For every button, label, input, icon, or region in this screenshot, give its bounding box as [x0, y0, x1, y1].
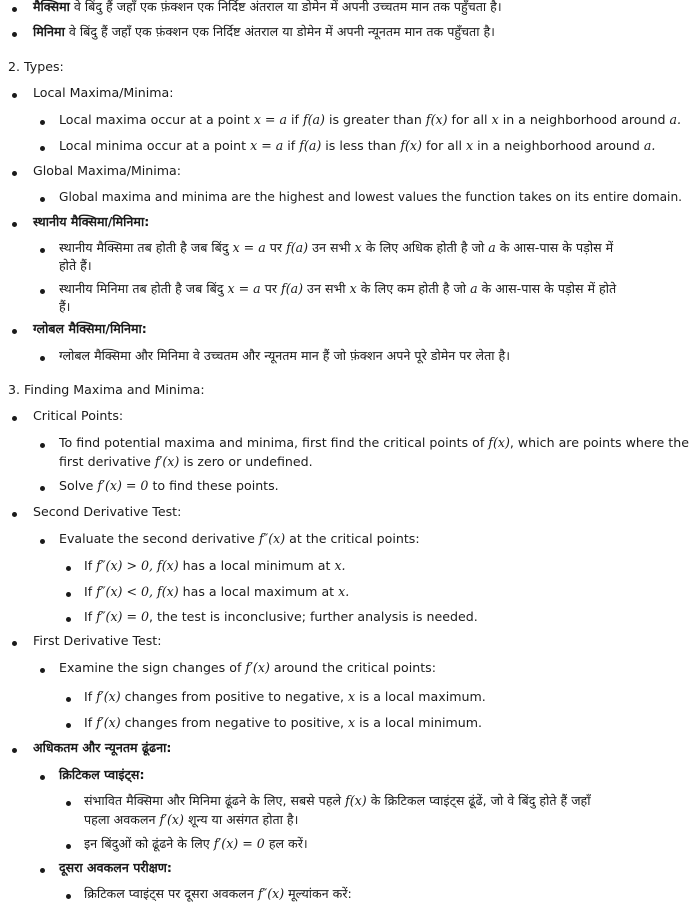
bullet: [40, 197, 45, 202]
bullet: [12, 748, 17, 753]
bullet: [66, 697, 71, 702]
hindi-finding-heading: अधिकतम और न्यूनतम ढूंढना:: [33, 740, 172, 755]
second-derivative-case-max: If f″(x) < 0, f(x) has a local maximum at x.: [84, 584, 350, 599]
bullet: [66, 801, 71, 806]
critical-solve-text: Solve f′(x) = 0 to find these points.: [59, 478, 279, 493]
bullet: [40, 539, 45, 544]
bullet: [40, 356, 45, 361]
bullet: [12, 416, 17, 421]
bullet: [40, 248, 45, 253]
bullet: [66, 723, 71, 728]
section-heading-finding: 3. Finding Maxima and Minima:: [8, 382, 205, 397]
bullet: [12, 32, 17, 37]
bullet: [40, 443, 45, 448]
bullet: [12, 93, 17, 98]
bullet: [12, 222, 17, 227]
bullet: [12, 512, 17, 517]
bullet: [40, 486, 45, 491]
bullet: [12, 171, 17, 176]
second-derivative-case-zero: If f″(x) = 0, the test is inconclusive; further analysis is needed.: [84, 609, 478, 624]
hindi-local-heading: स्थानीय मैक्सिमा/मिनिमा:: [33, 214, 150, 229]
hindi-critical-solve: इन बिंदुओं को ढूंढने के लिए f′(x) = 0 हल करें।: [84, 836, 308, 851]
bullet: [12, 641, 17, 646]
hindi-critical-text-line1: संभावित मैक्सिमा और मिनिमा ढूंढने के लिए, सबसे पहले f(x) के क्रिटिकल प्वाइंट्स ढूंढें, जो वे बिंदु होते हैं जहाँ: [84, 793, 591, 808]
local-minima-text: Local minima occur at a point x = a if f(a) is less than f(x) for all x in a neighborhood around a.: [59, 138, 656, 153]
first-derivative-text: Examine the sign changes of f′(x) around the critical points:: [59, 660, 436, 675]
hindi-local-maxima-text: स्थानीय मैक्सिमा तब होती है जब बिंदु x = a पर f(a) उन सभी x के लिए अधिक होती है जो a के आस-पास के पड़ोस में होते हैं।: [59, 240, 614, 273]
second-derivative-case-min: If f″(x) > 0, f(x) has a local minimum at x.: [84, 558, 346, 573]
critical-text-line1: To find potential maxima and minima, first find the critical points of f(x), which are points where the: [59, 435, 689, 450]
critical-text-line2: first derivative f′(x) is zero or undefined.: [59, 454, 313, 469]
bullet: [40, 289, 45, 294]
bullet: [66, 592, 71, 597]
hindi-global-text: ग्लोबल मैक्सिमा और मिनिमा वे उच्चतम और न्यूनतम मान हैं जो फ़ंक्शन अपने पूरे डोमेन पर लेता है।: [59, 348, 511, 363]
bullet: [12, 329, 17, 334]
global-text: Global maxima and minima are the highest and lowest values the function takes on its entire domain.: [59, 190, 683, 204]
hindi-second-heading: दूसरा अवकलन परीक्षण:: [59, 860, 172, 875]
second-derivative-heading: Second Derivative Test:: [33, 504, 182, 519]
bullet: [12, 7, 17, 12]
section-heading-types: 2. Types:: [8, 59, 64, 74]
local-maxima-text: Local maxima occur at a point x = a if f(a) is greater than f(x) for all x in a neighborhood around a.: [59, 112, 681, 127]
bullet: [40, 120, 45, 125]
hindi-critical-heading: क्रिटिकल प्वाइंट्स:: [59, 767, 145, 782]
bullet: [40, 146, 45, 151]
maxima-definition: मैक्सिमा वे बिंदु हैं जहाँ एक फ़ंक्शन एक निर्दिष्ट अंतराल या डोमेन में अपनी उच्चतम मान तक पहुँचता है।: [33, 0, 502, 14]
first-derivative-case-max: If f′(x) changes from positive to negative, x is a local maximum.: [84, 689, 486, 704]
hindi-local-minima-text: स्थानीय मिनिमा तब होती है जब बिंदु x = a पर f(a) उन सभी x के लिए कम होती है जो a के आस-पास के पड़ोस में होते हैं।: [59, 281, 617, 314]
first-derivative-case-min: If f′(x) changes from negative to positive, x is a local minimum.: [84, 715, 483, 730]
bullet: [40, 668, 45, 673]
bullet: [66, 844, 71, 849]
hindi-global-heading: ग्लोबल मैक्सिमा/मिनिमा:: [33, 321, 147, 336]
local-heading: Local Maxima/Minima:: [33, 85, 174, 100]
hindi-second-text: क्रिटिकल प्वाइंट्स पर दूसरा अवकलन f″(x) मूल्यांकन करें:: [84, 886, 352, 901]
bullet: [66, 617, 71, 622]
bullet: [66, 566, 71, 571]
global-heading: Global Maxima/Minima:: [33, 163, 182, 178]
bullet: [66, 894, 71, 899]
hindi-critical-text-line2: पहला अवकलन f′(x) शून्य या असंगत होता है।: [84, 812, 299, 827]
first-derivative-heading: First Derivative Test:: [33, 633, 162, 648]
bullet: [40, 775, 45, 780]
critical-heading: Critical Points:: [33, 408, 124, 423]
bullet: [40, 868, 45, 873]
minima-definition: मिनिमा वे बिंदु हैं जहाँ एक फ़ंक्शन एक निर्दिष्ट अंतराल या डोमेन में अपनी न्यूनतम मान तक पहुँचता है।: [33, 24, 495, 39]
second-derivative-text: Evaluate the second derivative f″(x) at the critical points:: [59, 531, 420, 546]
